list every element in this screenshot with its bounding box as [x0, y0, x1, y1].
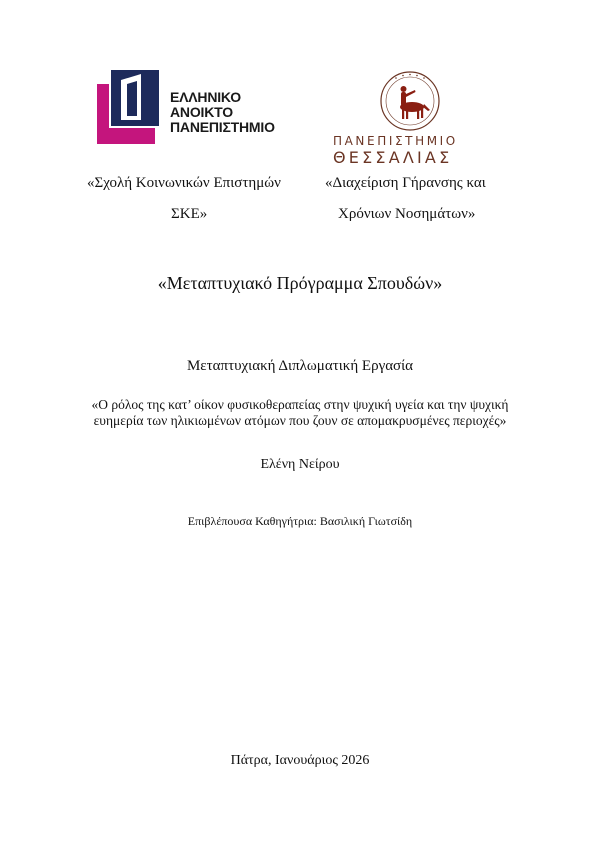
author-name: Ελένη Νείρου — [260, 457, 340, 472]
school-name-line2: ΣΚΕ» — [171, 206, 208, 222]
program-name-line2: Χρόνιων Νοσημάτων» — [338, 206, 476, 222]
programme-title: «Μεταπτυχιακό Πρόγραμμα Σπουδών» — [157, 273, 443, 293]
thesis-type: Μεταπτυχιακή Διπλωματική Εργασία — [186, 358, 414, 374]
centaur-seal-icon — [375, 70, 445, 132]
place-date: Πάτρα, Ιανουάριος 2026 — [230, 753, 370, 768]
eap-logo-text-line1: ΕΛΛΗΝΙΚΟ — [170, 89, 241, 105]
eap-logo-text-line3: ΠΑΝΕΠΙΣΤΗΜΙΟ — [170, 119, 275, 135]
uth-logo-text-line2: ΘΕΣΣΑΛΙΑΣ — [333, 148, 453, 167]
uth-logo-text-line1: ΠΑΝΕΠΙΣΤΗΜΙΟ — [333, 134, 458, 148]
program-name-line1: «Διαχείριση Γήρανσης και — [325, 175, 486, 191]
thesis-title-line2: ευημερία των ηλικιωμένων ατόμων που ζουν σε απομακρυσμένες περιοχές» — [93, 413, 507, 428]
thesis-title-line1: «Ο ρόλος της κατ’ οίκον φυσικοθεραπείας στην ψυχική υγεία και την ψυχική — [91, 397, 509, 412]
supervisor: Επιβλέπουσα Καθηγήτρια: Βασιλική Γιωτσίδη — [187, 514, 413, 528]
eap-logo-text-line2: ΑΝΟΙΚΤΟ — [170, 104, 233, 120]
school-name-line1: «Σχολή Κοινωνικών Επιστημών — [87, 175, 281, 191]
